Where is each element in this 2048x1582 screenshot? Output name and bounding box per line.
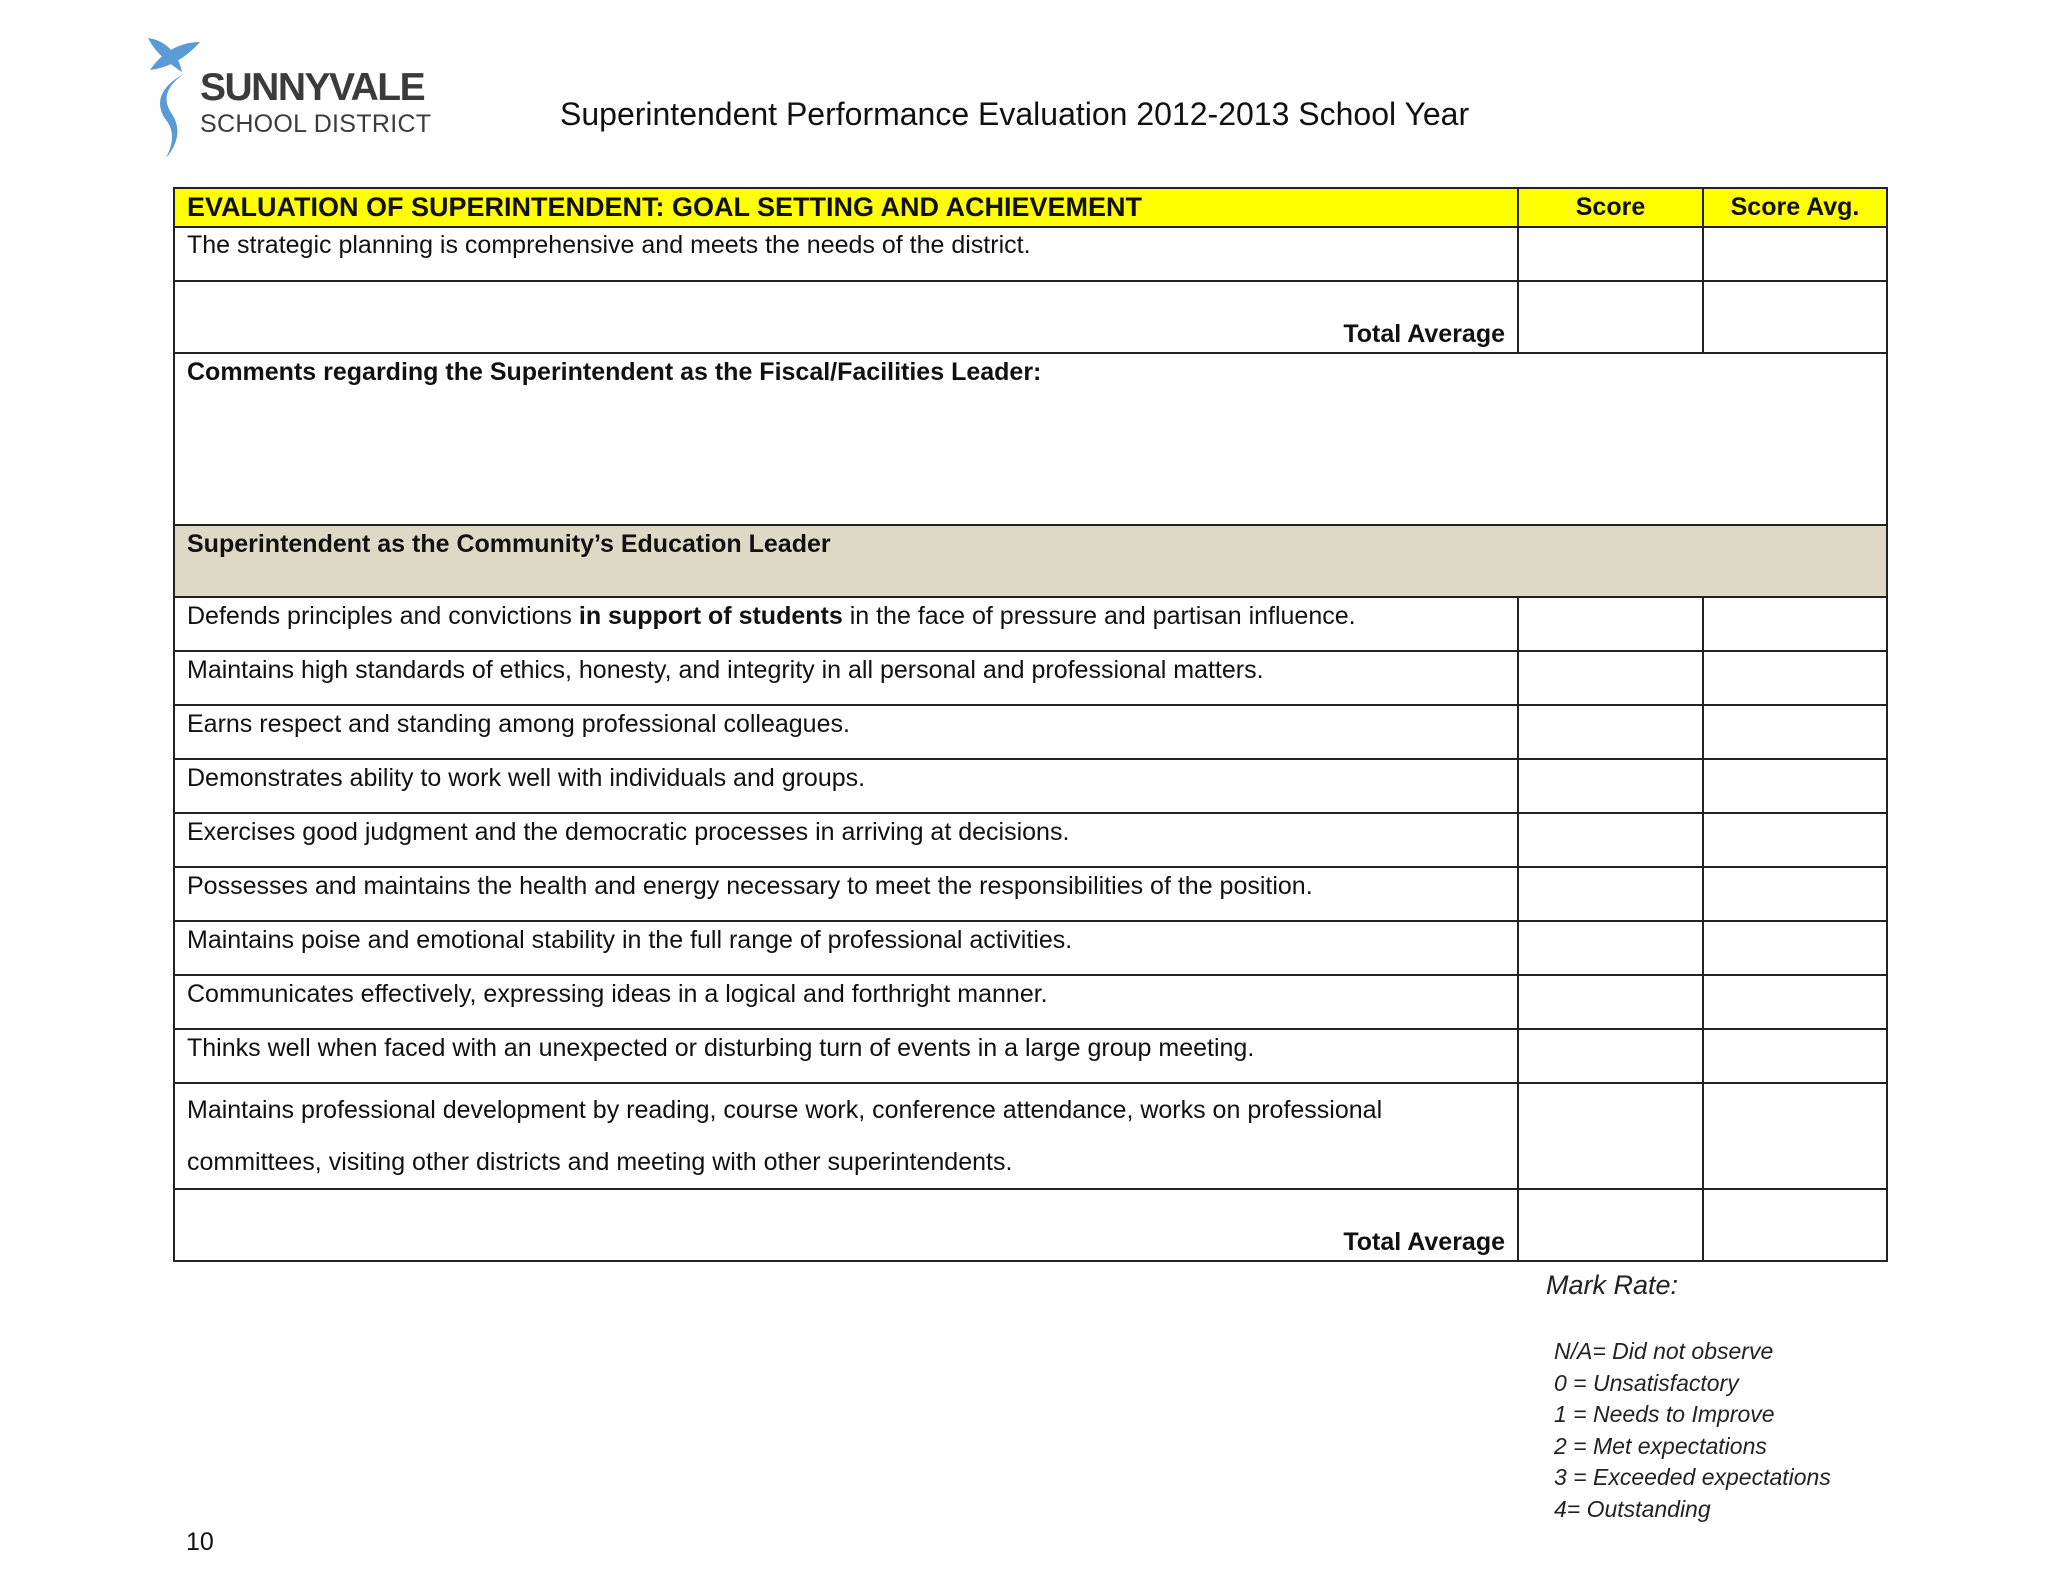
legend-item: 1 = Needs to Improve [1554,1401,1775,1428]
score-cell[interactable] [1518,759,1703,813]
score-avg-cell[interactable] [1703,867,1887,921]
score-avg-cell[interactable] [1703,921,1887,975]
criterion-text-part: Defends principles and convictions [187,602,579,630]
section-header-row [174,525,1887,597]
score-avg-cell[interactable] [1703,227,1887,281]
score-avg-cell[interactable] [1703,705,1887,759]
total-average-label: Total Average [174,281,1518,353]
total-average-label: Total Average [174,1189,1518,1261]
criterion-text: Demonstrates ability to work well with individuals and groups. [174,759,1518,813]
score-header: Score [1518,188,1703,227]
mark-rate-title: Mark Rate: [1546,1270,1679,1300]
score-cell[interactable] [1518,1083,1703,1189]
score-cell[interactable] [1518,651,1703,705]
section-title: Superintendent as the Community’s Education Leader [174,525,1887,597]
criterion-text: Exercises good judgment and the democratic processes in arriving at decisions. [174,813,1518,867]
legend-item: 0 = Unsatisfactory [1554,1369,1739,1396]
total-score-avg-cell[interactable] [1703,281,1887,353]
table-row [174,651,1887,705]
total-average-row [174,281,1887,353]
criterion-line: Maintains professional development by reading, course work, conference attendance, works on professional [187,1096,1383,1124]
score-cell[interactable] [1518,975,1703,1029]
table-row [174,597,1887,651]
score-avg-cell[interactable] [1703,1083,1887,1189]
table-row [174,867,1887,921]
score-avg-cell[interactable] [1703,651,1887,705]
score-cell[interactable] [1518,921,1703,975]
comments-label: Comments regarding the Superintendent as the Fiscal/Facilities Leader: [187,358,1042,386]
criterion-text: Communicates effectively, expressing ideas in a logical and forthright manner. [174,975,1518,1029]
total-score-avg-cell[interactable] [1703,1189,1887,1261]
criterion-text [174,1083,1518,1189]
total-average-row [174,1189,1887,1261]
legend-item: N/A= Did not observe [1554,1338,1774,1364]
criterion-text: Thinks well when faced with an unexpected or disturbing turn of events in a large group meeting. [174,1029,1518,1083]
logo-subtitle: SCHOOL DISTRICT [200,110,432,138]
evaluation-table [173,187,1888,1262]
score-avg-cell[interactable] [1703,597,1887,651]
page-number: 10 [186,1528,214,1556]
score-cell[interactable] [1518,705,1703,759]
mark-rate-legend [1554,1336,1831,1526]
score-avg-cell[interactable] [1703,759,1887,813]
district-logo [144,34,444,164]
comments-row [174,353,1887,525]
table-row [174,921,1887,975]
comments-field[interactable] [174,353,1887,525]
criterion-text-part: in the face of pressure and partisan influence. [842,602,1356,630]
criterion-text [174,597,1518,651]
score-avg-cell[interactable] [1703,1029,1887,1083]
total-score-cell[interactable] [1518,281,1703,353]
criterion-text: The strategic planning is comprehensive and meets the needs of the district. [174,227,1518,281]
table-row [174,759,1887,813]
criterion-text: Maintains poise and emotional stability in the full range of professional activities. [174,921,1518,975]
total-score-cell[interactable] [1518,1189,1703,1261]
criterion-line: committees, visiting other districts and meeting with other superintendents. [187,1148,1013,1176]
score-avg-cell[interactable] [1703,975,1887,1029]
score-cell[interactable] [1518,597,1703,651]
logo-name: SUNNYVALE [200,66,425,109]
table-row [174,975,1887,1029]
score-cell[interactable] [1518,867,1703,921]
criterion-emphasis: in support of students [578,602,843,630]
table-row [174,227,1887,281]
criterion-text: Earns respect and standing among professional colleagues. [174,705,1518,759]
document-title: Superintendent Performance Evaluation 2012-2013 School Year [560,96,1470,132]
legend-item: 4= Outstanding [1554,1495,1711,1522]
table-title: EVALUATION OF SUPERINTENDENT: GOAL SETTING AND ACHIEVEMENT [174,188,1518,227]
legend-item: 2 = Met expectations [1554,1432,1767,1459]
score-cell[interactable] [1518,227,1703,281]
criterion-text: Maintains high standards of ethics, honesty, and integrity in all personal and professional matters. [174,651,1518,705]
score-cell[interactable] [1518,813,1703,867]
criterion-text: Possesses and maintains the health and energy necessary to meet the responsibilities of the position. [174,867,1518,921]
score-avg-cell[interactable] [1703,813,1887,867]
table-row [174,1029,1887,1083]
table-row [174,705,1887,759]
table-row [174,813,1887,867]
score-avg-header: Score Avg. [1703,188,1887,227]
score-cell[interactable] [1518,1029,1703,1083]
table-header-row [174,188,1887,227]
legend-item: 3 = Exceeded expectations [1554,1464,1831,1491]
table-row [174,1083,1887,1189]
leaf-s-icon [144,34,204,164]
